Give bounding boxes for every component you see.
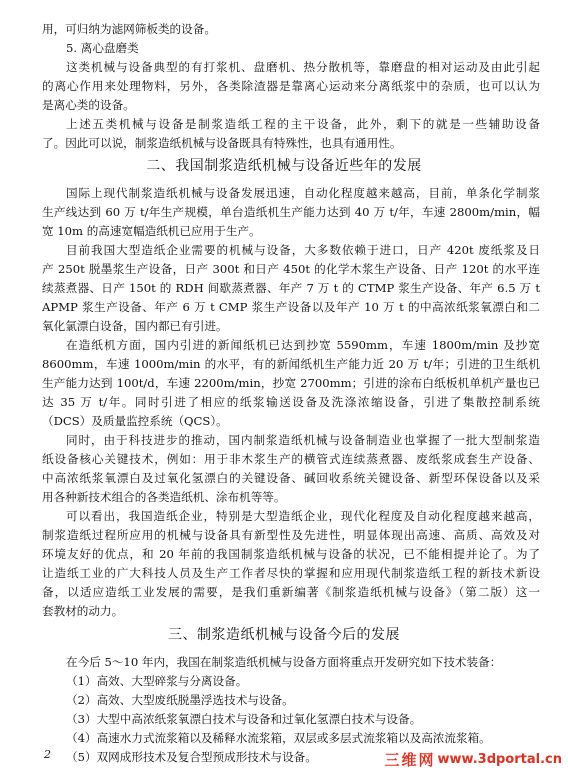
section-heading: 三、制浆造纸机械与设备今后的发展 [168, 627, 400, 643]
text-line: 在今后 5～10 年内，我国在制浆造纸机械与设备方面将重点开发研究如下技术装备： [66, 655, 502, 669]
page-number: 2 [44, 748, 51, 761]
text-line: 同时，由于科技进步的推动，国内制浆造纸机械与设备制造业也掌握了一批大型制浆造 [66, 433, 540, 447]
text-line: 这类机械与设备典型的有打浆机、盘磨机、热分散机等，靠磨盘的相对运动及由此引起 [66, 60, 540, 74]
text-line: 国际上现代制浆造纸机械与设备发展迅速，自动化程度越来越高，目前，单条化学制浆 [66, 186, 540, 200]
text-line: 的离心作用来处理物料，另外，各类除渣器是靠离心运动来分离纸浆中的杂质，也可以认为 [42, 79, 540, 93]
text-line: （DCS）及质量监控系统（QCS）。 [42, 414, 228, 428]
text-line: 达 35 万 t/年。同时引进了相应的纸浆输送设备及洗涤浓缩设备，引进了集散控制系统 [42, 395, 540, 409]
list-item: （4）高速水力式流浆箱以及稀释水流浆箱，双层或多层式流浆箱以及高浓流浆箱。 [66, 731, 491, 745]
text-line: 可以看出，我国造纸企业，特别是大型造纸企业，现代化程度及自动化程度越来越高， [66, 509, 540, 523]
text-line: 用，可归纳为滤网筛板类的设备。 [42, 22, 216, 36]
text-line: 环境友好的优点，和 20 年前的我国制浆造纸机械与设备的状况，已不能相提并论了。为了 [42, 547, 540, 561]
text-line: 生产能力达到 100t/d，车速 2200m/min，抄宽 2700mm；引进的涂布白纸板机单机产量也已 [42, 376, 540, 390]
text-line: 让造纸工业的广大科技人员及生产工作者尽快的掌握和应用现代制浆造纸工程的新技术新设 [42, 566, 540, 580]
text-line: 套教材的动力。 [42, 604, 124, 618]
text-line: 产 250t 脱墨浆生产设备，日产 300t 和日产 450t 的化学木浆生产设备、日产 120t 的水平连 [42, 262, 540, 276]
text-line: 生产线达到 60 万 t/年生产规模，单台造纸机生产能力达到 40 万 t/年，车速 2800m/min，幅 [42, 205, 540, 219]
list-item: （2）高效、大型废纸脱墨浮选技术与设备。 [66, 693, 294, 707]
text-line: 8600mm，车速 1000m/min 的水平，有的新闻纸机生产能力近 20 万 t/年；引进的卫生纸机 [42, 357, 540, 371]
subsection-heading: 5. 离心盘磨类 [66, 41, 139, 55]
text-line: 纸设备核心关键技术，例如：用于非木浆生产的横管式连续蒸煮器、废纸浆成套生产设备、 [42, 452, 540, 466]
list-item: （5）双网成形技术及复合型预成形技术与设备。 [66, 750, 317, 764]
section-heading: 二、我国制浆造纸机械与设备近些年的发展 [146, 158, 422, 174]
text-line: 续蒸煮器、日产 150t 的 RDH 间歇蒸煮器、年产 7 万 t 的 CTMP 浆生产设备、年产 6.5 万 t [42, 281, 540, 295]
list-item: （3）大型中高浓纸浆氧漂白技术与设备和过氧化氢漂白技术与设备。 [66, 712, 422, 726]
site-watermark [385, 749, 563, 769]
text-line: 氧化氯漂白设备，国内都已有引进。 [42, 319, 228, 333]
text-line: APMP 浆生产设备、年产 6 万 t CMP 浆生产设备以及年产 10 万 t 的中高浓纸浆氧漂白和二 [42, 300, 540, 314]
watermark-brand: 三维网 [384, 750, 436, 769]
watermark-url: www.3dportal.cn [437, 751, 562, 767]
list-item: （1）高效、大型碎浆与分离设备。 [66, 674, 248, 688]
text-line: 了。因此可以说，制浆造纸机械与设备既具有特殊性，也具有通用性。 [42, 136, 402, 150]
text-line: 备，以适应造纸工业发展的需要，是我们重新编著《制浆造纸机械与设备》（第二版）这一 [42, 585, 540, 599]
text-line: 用各种新技术组合的各类造纸机、涂布机等等。 [42, 490, 286, 504]
text-line: 宽 10m 的高速宽幅造纸机已应用于生产。 [42, 224, 261, 238]
text-line: 中高浓纸浆氧漂白及过氧化氢漂白的关键设备、碱回收系统关键设备、新型环保设备以及采 [42, 471, 540, 485]
text-line: 在造纸机方面，国内引进的新闻纸机已达到抄宽 5590mm，车速 1800m/min 及抄宽 [66, 338, 540, 352]
text-line: 目前我国大型造纸企业需要的机械与设备，大多数依赖于进口，日产 420t 废纸浆及日 [66, 243, 540, 257]
text-line: 制浆造纸过程所应用的机械与设备具有新型性及先进性，明显体现出高速、高质、高效及对 [42, 528, 540, 542]
text-line: 是离心类的设备。 [42, 98, 135, 112]
text-line: 上述五类机械与设备是制浆造纸工程的主干设备，此外，剩下的就是一些辅助设备 [66, 117, 540, 131]
